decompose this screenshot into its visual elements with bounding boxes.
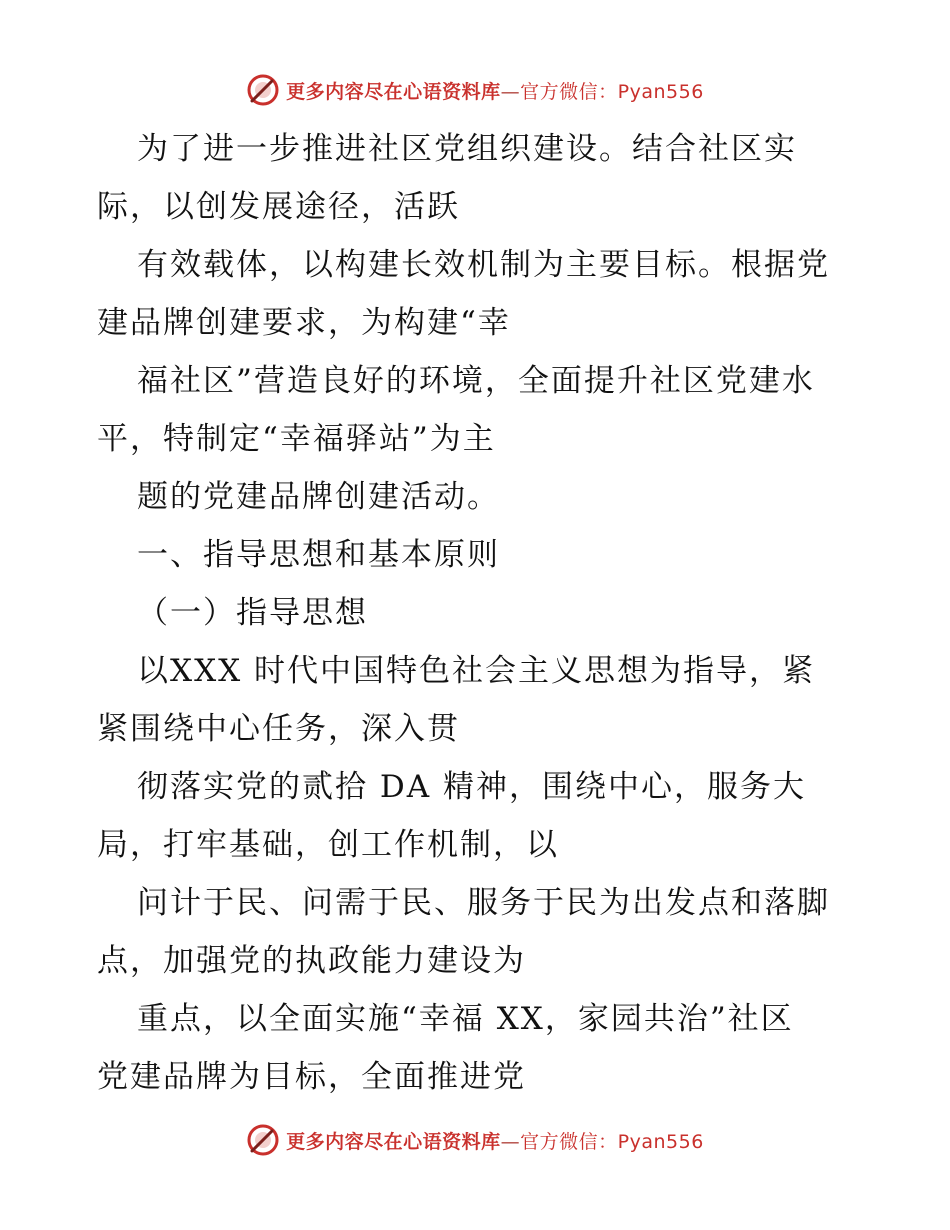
- footer-banner-wechat: 官方微信：Pyan556: [520, 1130, 704, 1153]
- paragraph-line: 局，打牢基础，创工作机制，以: [97, 827, 559, 863]
- paragraph-line: 问计于民、问需于民、服务于民为出发点和落脚: [137, 885, 830, 921]
- footer-banner-title: 更多内容尽在心语资料库: [286, 1130, 501, 1153]
- paragraph-line: 紧围绕中心任务，深入贯: [97, 711, 460, 747]
- paragraph-line: 际，以创发展途径，活跃: [97, 189, 460, 225]
- header-banner: [0, 70, 950, 110]
- paragraph-line: 彻落实党的贰拾 DA 精神，围绕中心，服务大: [137, 769, 806, 805]
- paragraph-line: 党建品牌为目标，全面推进党: [97, 1059, 526, 1095]
- paragraph-line: 为了进一步推进社区党组织建设。结合社区实: [137, 131, 797, 167]
- subsection-heading: （一）指导思想: [137, 595, 368, 631]
- header-banner-wechat: 官方微信：Pyan556: [520, 80, 704, 103]
- header-banner-text: [286, 77, 704, 104]
- footer-banner-text: [286, 1127, 704, 1154]
- footer-banner-dash: —: [500, 1130, 521, 1153]
- paragraph-line: 有效载体，以构建长效机制为主要目标。根据党: [137, 247, 830, 283]
- header-banner-dash: —: [500, 80, 521, 103]
- paragraph-line: 点，加强党的执政能力建设为: [97, 943, 526, 979]
- document-body: [97, 120, 857, 1106]
- paragraph-line: 题的党建品牌创建活动。: [137, 479, 500, 515]
- paragraph-line: 以XXX 时代中国特色社会主义思想为指导，紧: [137, 653, 816, 689]
- header-banner-title: 更多内容尽在心语资料库: [286, 80, 501, 103]
- section-heading: 一、指导思想和基本原则: [137, 537, 500, 573]
- paragraph-line: 平，特制定“幸福驿站”为主: [97, 421, 496, 457]
- logo-icon: [246, 73, 280, 107]
- paragraph-line: 建品牌创建要求，为构建“幸: [97, 305, 511, 341]
- footer-banner: [0, 1120, 950, 1160]
- paragraph-line: 福社区”营造良好的环境，全面提升社区党建水: [137, 363, 815, 399]
- logo-icon: [246, 1123, 280, 1157]
- paragraph-line: 重点，以全面实施“幸福 XX，家园共治”社区: [137, 1001, 794, 1037]
